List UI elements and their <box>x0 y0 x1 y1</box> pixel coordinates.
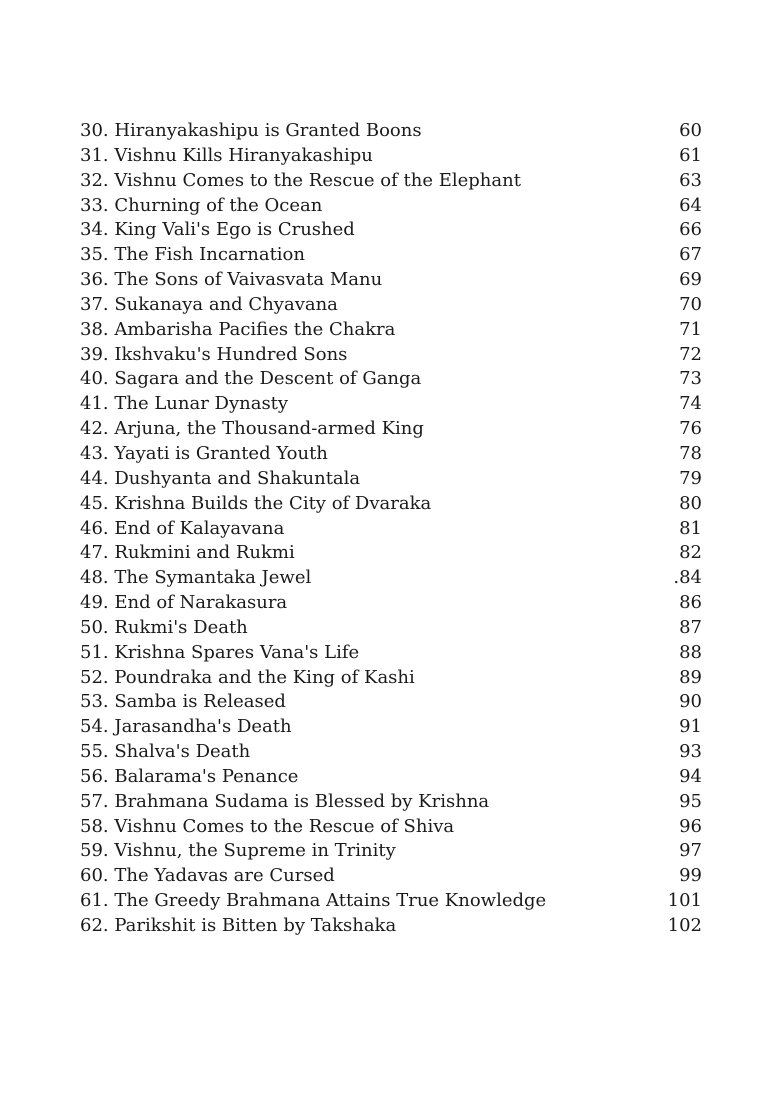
toc-entry <box>80 343 702 368</box>
toc-entry <box>80 765 702 790</box>
toc-entry-page: 96 <box>679 815 702 837</box>
toc-entry-title: 43. Yayati is Granted Youth <box>80 442 328 464</box>
toc-entry-page: 64 <box>679 194 702 216</box>
toc-entry-page: 99 <box>679 865 702 887</box>
toc-entry <box>80 616 702 641</box>
toc-entry-page: 86 <box>679 592 702 614</box>
toc-entry-title: 39. Ikshvaku's Hundred Sons <box>80 343 348 365</box>
toc-entry-page: 89 <box>679 666 702 688</box>
toc-entry-title: 34. King Vali's Ego is Crushed <box>80 219 355 241</box>
toc-entry-title: 47. Rukmini and Rukmi <box>80 542 295 564</box>
toc-entry-title: 51. Krishna Spares Vana's Life <box>80 641 360 663</box>
toc-entry-title: 44. Dushyanta and Shakuntala <box>80 467 361 489</box>
toc-entry-title: 54. Jarasandha's Death <box>80 716 292 738</box>
toc-entry-page: 90 <box>679 691 702 713</box>
toc-entry-page: 94 <box>679 765 702 787</box>
toc-entry-title: 52. Poundraka and the King of Kashi <box>80 666 415 688</box>
toc-entry-page: 69 <box>679 269 702 291</box>
toc-entry <box>80 392 702 417</box>
toc-entry-page: .84 <box>673 567 702 589</box>
toc-entry <box>80 218 702 243</box>
toc-entry-page: 88 <box>679 641 702 663</box>
toc-entry-page: 71 <box>679 318 702 340</box>
toc-entry <box>80 144 702 169</box>
toc-entry-title: 49. End of Narakasura <box>80 592 288 614</box>
toc-entry-page: 63 <box>679 169 702 191</box>
toc-entry <box>80 169 702 194</box>
toc-entry <box>80 318 702 343</box>
toc-entry-page: 101 <box>667 890 702 912</box>
toc-entry <box>80 417 702 442</box>
toc-entry <box>80 293 702 318</box>
toc-entry <box>80 815 702 840</box>
toc-entry <box>80 790 702 815</box>
toc-entry-page: 61 <box>679 144 702 166</box>
toc-entry-page: 81 <box>679 517 702 539</box>
toc-entry-title: 57. Brahmana Sudama is Blessed by Krishna <box>80 790 490 812</box>
toc-entry <box>80 591 702 616</box>
toc-entry-page: 87 <box>679 616 702 638</box>
toc-entry-title: 33. Churning of the Ocean <box>80 194 323 216</box>
toc-entry-page: 82 <box>679 542 702 564</box>
toc-entry-title: 60. The Yadavas are Cursed <box>80 865 335 887</box>
toc-entry <box>80 243 702 268</box>
toc-entry-page: 78 <box>679 442 702 464</box>
toc-entry-title: 48. The Symantaka Jewel <box>80 567 312 589</box>
toc-entry <box>80 119 702 144</box>
toc-entry <box>80 889 702 914</box>
toc-entry <box>80 442 702 467</box>
toc-entry <box>80 517 702 542</box>
toc-entry <box>80 864 702 889</box>
toc-entry-title: 30. Hiranyakashipu is Granted Boons <box>80 120 422 141</box>
toc-entry-title: 59. Vishnu, the Supreme in Trinity <box>80 840 396 862</box>
table-of-contents <box>80 119 702 939</box>
toc-entry-page: 74 <box>679 393 702 415</box>
toc-entry-page: 97 <box>679 840 702 862</box>
toc-entry <box>80 268 702 293</box>
toc-entry <box>80 740 702 765</box>
toc-entry-title: 50. Rukmi's Death <box>80 616 248 638</box>
toc-entry-title: 55. Shalva's Death <box>80 741 251 763</box>
toc-entry-page: 76 <box>679 418 702 440</box>
toc-entry <box>80 541 702 566</box>
toc-entry-title: 45. Krishna Builds the City of Dvaraka <box>80 492 432 514</box>
toc-entry-title: 40. Sagara and the Descent of Ganga <box>80 368 422 390</box>
toc-entry-title: 53. Samba is Released <box>80 691 286 713</box>
toc-entry-title: 31. Vishnu Kills Hiranyakashipu <box>80 144 373 166</box>
toc-entry-page: 79 <box>679 467 702 489</box>
toc-entry-title: 42. Arjuna, the Thousand-armed King <box>80 418 424 440</box>
toc-entry-page: 102 <box>667 915 702 936</box>
toc-entry-title: 56. Balarama's Penance <box>80 765 299 787</box>
toc-entry-title: 36. The Sons of Vaivasvata Manu <box>80 269 383 291</box>
toc-entry-page: 66 <box>679 219 702 241</box>
toc-entry-title: 58. Vishnu Comes to the Rescue of Shiva <box>80 815 455 837</box>
toc-entry-title: 41. The Lunar Dynasty <box>80 393 289 415</box>
toc-entry-title: 62. Parikshit is Bitten by Takshaka <box>80 915 397 936</box>
toc-entry <box>80 715 702 740</box>
toc-entry-page: 80 <box>679 492 702 514</box>
toc-entry <box>80 467 702 492</box>
toc-entry <box>80 914 702 939</box>
toc-entry <box>80 194 702 219</box>
toc-entry-title: 37. Sukanaya and Chyavana <box>80 293 338 315</box>
toc-entry-page: 95 <box>679 790 702 812</box>
toc-entry <box>80 566 702 591</box>
toc-entry <box>80 690 702 715</box>
toc-entry-page: 73 <box>679 368 702 390</box>
toc-entry-title: 46. End of Kalayavana <box>80 517 285 539</box>
toc-entry-title: 61. The Greedy Brahmana Attains True Knowledge <box>80 890 547 912</box>
toc-entry-title: 35. The Fish Incarnation <box>80 244 305 266</box>
toc-entry-page: 72 <box>679 343 702 365</box>
toc-entry-page: 91 <box>679 716 702 738</box>
toc-entry <box>80 641 702 666</box>
toc-entry-title: 32. Vishnu Comes to the Rescue of the Elephant <box>80 169 521 191</box>
toc-entry <box>80 492 702 517</box>
toc-entry <box>80 367 702 392</box>
toc-entry-title: 38. Ambarisha Pacifies the Chakra <box>80 318 396 340</box>
toc-entry-page: 70 <box>679 293 702 315</box>
toc-entry <box>80 666 702 691</box>
toc-entry <box>80 839 702 864</box>
toc-entry-page: 60 <box>679 120 702 141</box>
toc-entry-page: 93 <box>679 741 702 763</box>
toc-entry-page: 67 <box>679 244 702 266</box>
